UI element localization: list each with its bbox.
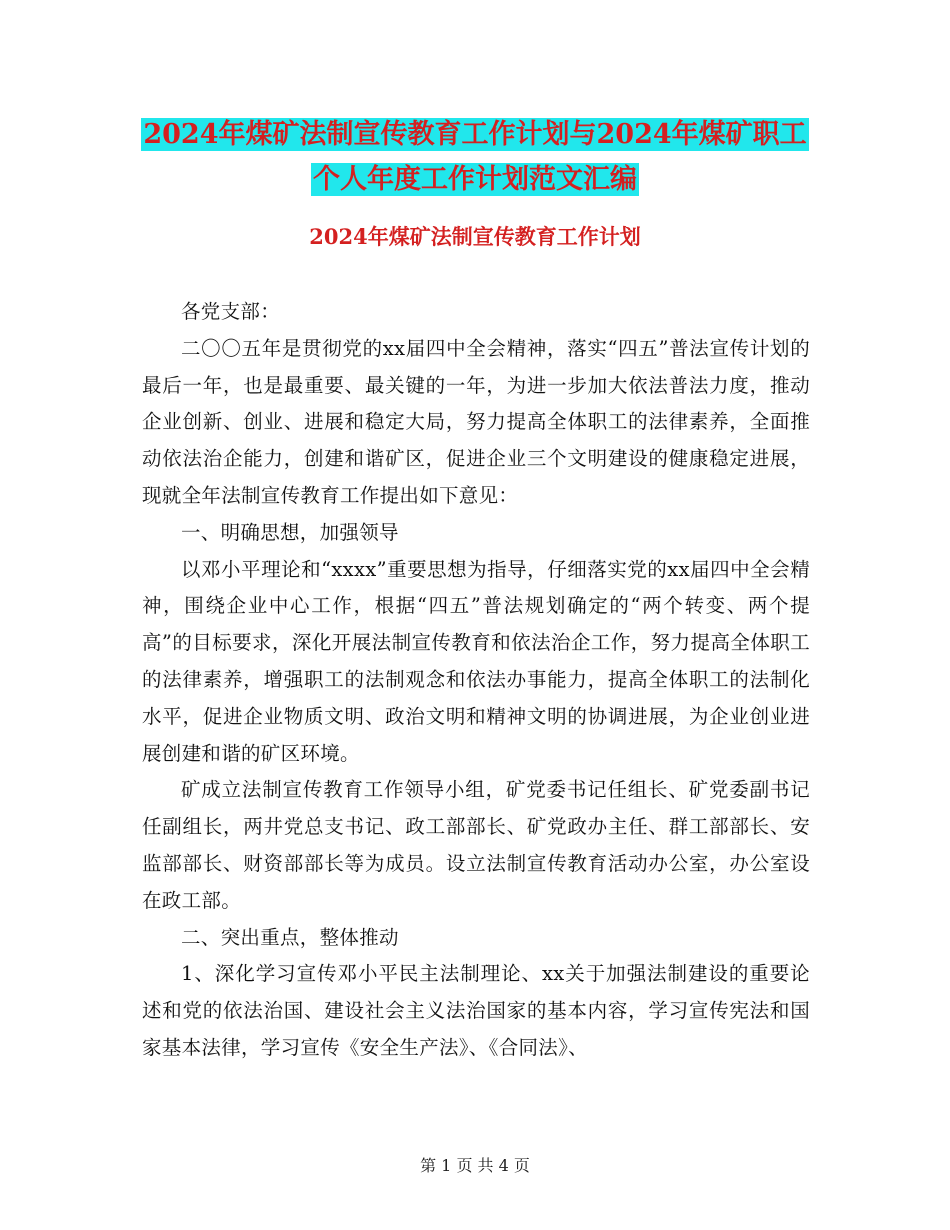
- section-title: 2024年煤矿法制宣传教育工作计划: [309, 224, 641, 249]
- salutation: 各党支部：: [181, 300, 281, 323]
- document-body: [142, 294, 810, 1067]
- section-heading: 二、突出重点，整体推动: [181, 925, 399, 949]
- section-heading: 一、明确思想，加强领导: [181, 520, 399, 544]
- body-paragraph: 1、深化学习宣传邓小平民主法制理论、xx关于加强法制建设的重要论述和党的依法治国、建设社会主义法治国家的基本内容，学习宣传宪法和国家基本法律，学习宣传《安全生产法》、《合同法》、: [142, 962, 810, 1059]
- document-title-line-1: 2024年煤矿法制宣传教育工作计划与2024年煤矿职工: [143, 119, 807, 150]
- page-number: 第 1 页 共 4 页: [420, 1156, 530, 1175]
- document-title-line-2: 个人年度工作计划范文汇编: [313, 164, 637, 195]
- body-paragraph: 矿成立法制宣传教育工作领导小组，矿党委书记任组长、矿党委副书记任副组长，两井党总支书记、政工部部长、矿党政办主任、群工部部长、安监部部长、财资部部长等为成员。设立法制宣传教育活动办公室，办公室设在政工部。: [142, 778, 810, 912]
- document-title: [140, 112, 810, 202]
- body-paragraph: 二〇〇五年是贯彻党的xx届四中全会精神，落实“四五”普法宣传计划的最后一年，也是最重要、最关键的一年，为进一步加大依法普法力度，推动企业创新、创业、进展和稳定大局，努力提高全体职工的法律素养，全面推动依法治企能力，创建和谐矿区，促进企业三个文明建设的健康稳定进展，现就全年法制宣传教育工作提出如下意见：: [142, 336, 810, 507]
- body-paragraph: 以邓小平理论和“xxxx”重要思想为指导，仔细落实党的xx届四中全会精神，围绕企业中心工作，根据“四五”普法规划确定的“两个转变、两个提高”的目标要求，深化开展法制宣传教育和依法治企工作，努力提高全体职工的法律素养，增强职工的法制观念和依法办事能力，提高全体职工的法制化水平，促进企业物质文明、政治文明和精神文明的协调进展，为企业创业进展创建和谐的矿区环境。: [142, 557, 810, 765]
